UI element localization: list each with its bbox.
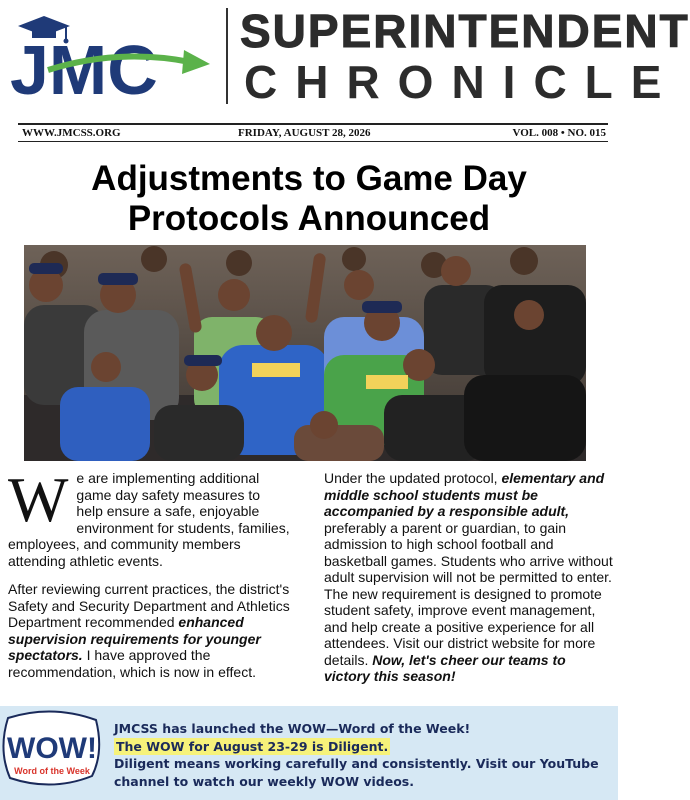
issue-number: VOL. 008 • NO. 015 <box>512 127 606 139</box>
paragraph-2-emphasis: enhanced supervision requirements for younger spectators. <box>8 614 261 663</box>
article-left-column <box>8 464 290 692</box>
wow-logo-text: WOW! <box>7 732 97 765</box>
wow-banner <box>0 706 618 800</box>
paragraph-3-text-a: Under the updated protocol, <box>324 470 502 486</box>
article-right-column <box>324 470 614 697</box>
article-paragraph-2 <box>8 581 290 680</box>
issue-date: FRIDAY, AUGUST 28, 2026 <box>238 127 371 139</box>
paragraph-2-text-a: After reviewing current practices, the district's Safety and Security Department and Athletics Department recommended <box>8 581 290 630</box>
masthead-title-line1: SUPERINTENDENT <box>240 5 690 57</box>
wow-line-2: The WOW for August 23-29 is Diligent. <box>116 738 389 754</box>
crowd-photo <box>24 245 586 461</box>
article-paragraph-3 <box>324 470 614 685</box>
paragraph-3-emphasis: elementary and middle school students must be accompanied by a responsible adult, <box>324 470 605 519</box>
drop-cap: W <box>8 464 69 535</box>
wow-logo <box>0 706 104 800</box>
article-paragraph-1 <box>8 464 290 569</box>
wow-logo-subtext: Word of the Week <box>14 766 90 776</box>
paragraph-3-text-c: preferably a parent or guardian, to gain admission to high school football and basketball games. Students who arrive without adult supervision will not be permitted to enter. The new requirement is designed to promote student safety, improve event management, and help create a positive experience for all attendees. Visit our district website for more details. <box>324 519 613 668</box>
paragraph-3-closing: Now, let's cheer our teams to victory this season! <box>324 651 566 684</box>
masthead-title-line2: CHRONICLE <box>244 56 680 108</box>
masthead-divider <box>226 8 228 104</box>
article-headline: Adjustments to Game Day Protocols Announced <box>91 159 527 238</box>
masthead <box>0 0 690 120</box>
logo-text: JMC <box>10 31 158 109</box>
wow-line-1: JMCSS has launched the WOW—Word of the Week! <box>114 721 471 736</box>
paragraph-2-text-c: I have approved the recommendation, which is now in effect. <box>8 647 256 680</box>
wow-text <box>114 720 614 790</box>
website-link[interactable]: WWW.JMCSS.ORG <box>22 127 121 139</box>
paragraph-1-text: e are implementing additional game day safety measures to help ensure a safe, enjoyable environment for students, families, employees, and community members attending athletic events. <box>8 470 290 569</box>
wow-line-3: Diligent means working carefully and consistently. Visit our YouTube channel to watch our weekly WOW videos. <box>114 756 599 789</box>
jmc-logo <box>8 8 218 109</box>
crowd-photo-icon <box>24 245 586 461</box>
info-bar-bottom-rule <box>18 141 608 142</box>
